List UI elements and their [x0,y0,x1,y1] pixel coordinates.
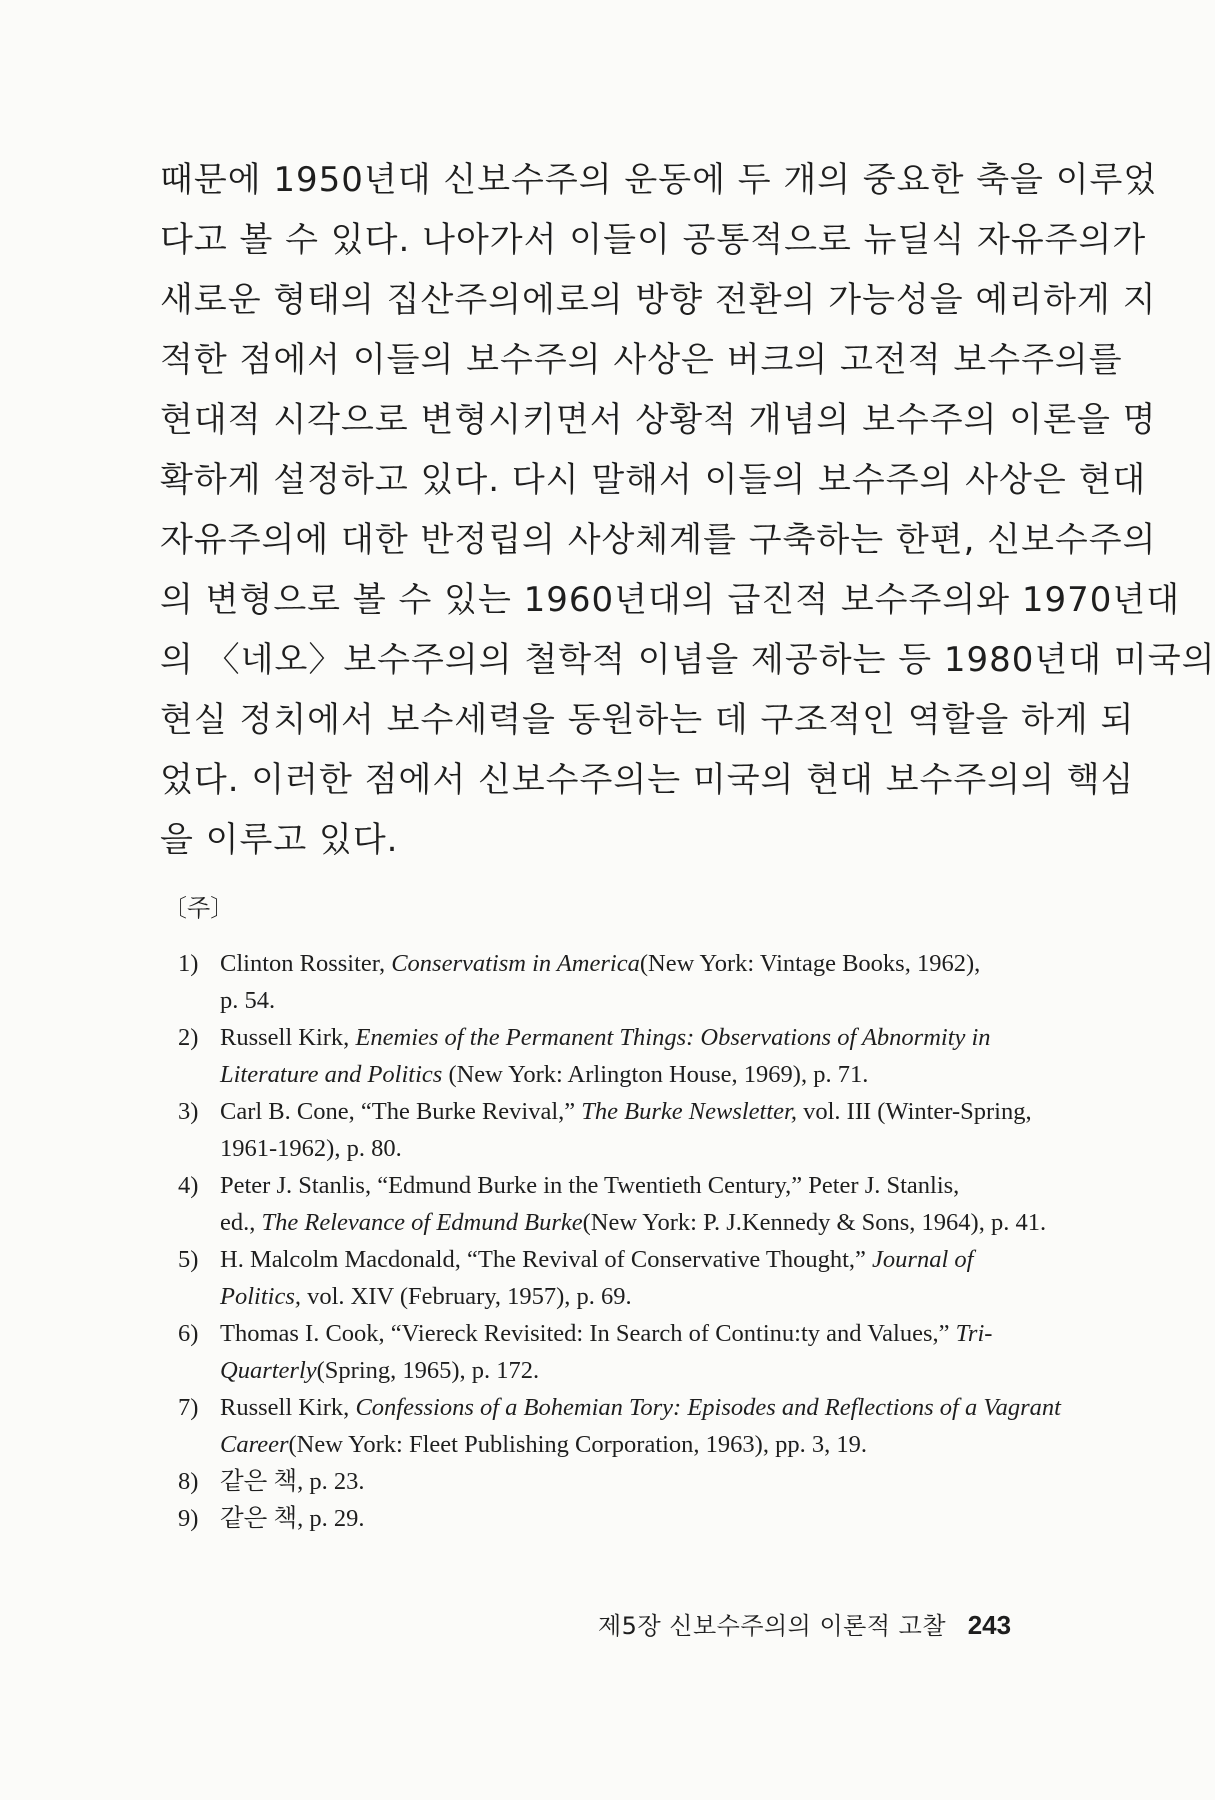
footnote-line [220,1463,1058,1500]
footnote-text: Russell Kirk, [220,1024,356,1051]
footnote-title-text: Tri- [955,1320,993,1347]
body-paragraph [160,150,1215,870]
body-line: 의 〈네오〉보수주의의 철학적 이념을 제공하는 등 1980년대 미국의 [160,640,1215,680]
footnote-text: (Spring, 1965), p. 172. [316,1357,540,1384]
footnote-text: p. 54. [220,987,276,1014]
footnote-number: 6) [178,1320,199,1347]
footnote-title-text: Journal of [872,1246,974,1273]
footnote-number: 2) [178,1024,199,1051]
footnote-title-text: Career [220,1431,289,1458]
footnote-item [178,1500,1058,1537]
notes-list [178,945,1061,1537]
footnote-line [220,1019,1058,1056]
footnote-item [178,1463,1058,1500]
footnote-line [220,1056,1058,1093]
footnote-number: 8) [178,1468,199,1495]
footnote-text: (New York: Fleet Publishing Corporation, 1963), pp. 3, 19. [288,1431,867,1458]
footnote-title-text: Conservatism in America [391,950,640,977]
footnote-number: 1) [178,950,199,977]
footnote-line [220,1426,1058,1463]
body-line: 을 이루고 있다. [160,820,399,860]
footnote-line [220,1278,1058,1315]
body-line: 었다. 이러한 점에서 신보수주의는 미국의 현대 보수주의의 핵심 [160,760,1135,800]
footnote-line [220,945,1058,982]
footnote-number: 4) [178,1172,199,1199]
footnote-item [178,1019,1058,1093]
footnote-item [178,945,1058,1019]
footnote-line [220,1204,1058,1241]
running-header-chapter: 제5장 신보수주의의 이론적 고찰 [598,1612,947,1640]
footnote-title-text: The Burke Newsletter, [581,1098,797,1125]
body-line: 자유주의에 대한 반정립의 사상체계를 구축하는 한편, 신보수주의 [160,520,1157,560]
footnote-text: 1961-1962), p. 80. [220,1135,402,1162]
footnote-line [220,982,1058,1019]
footnote-item [178,1241,1058,1315]
footnote-item [178,1167,1058,1241]
body-line: 확하게 설정하고 있다. 다시 말해서 이들의 보수주의 사상은 현대 [160,460,1147,500]
footnote-line [220,1093,1058,1130]
footnote-line [220,1389,1061,1426]
body-line: 현대적 시각으로 변형시키면서 상황적 개념의 보수주의 이론을 명 [160,400,1157,440]
footnote-line [220,1130,1058,1167]
footnote-text: Thomas I. Cook, “Viereck Revisited: In Search of Continu:ty and Values,” [220,1320,956,1347]
footnote-number: 3) [178,1098,199,1125]
footnote-title-text: Literature and Politics [220,1061,443,1088]
footnote-text: 같은 책, p. 23. [220,1468,365,1495]
footnote-line [220,1315,1058,1352]
footnote-title-text: The Relevance of Edmund Burke [261,1209,583,1236]
footnote-title-text: Confessions of a Bohemian Tory: Episodes and Reflections of a Vagrant [355,1394,1061,1421]
footnote-text: (New York: Arlington House, 1969), p. 71. [442,1061,869,1088]
footnote-text: ed., [220,1209,262,1236]
footnote-line [220,1352,1058,1389]
footnote-text: Clinton Rossiter, [220,950,392,977]
footnote-text: vol. XIV (February, 1957), p. 69. [300,1283,632,1310]
footnote-title-text: Politics, [220,1283,301,1310]
page-number: 243 [967,1610,1012,1640]
footnote-text: vol. III (Winter-Spring, [796,1098,1032,1125]
notes-heading: 〔주〕 [163,894,235,922]
footnote-line [220,1241,1058,1278]
footnote-number: 7) [178,1394,199,1421]
footnote-item [178,1389,1061,1463]
footnote-text: H. Malcolm Macdonald, “The Revival of Conservative Thought,” [220,1246,873,1273]
footnote-number: 5) [178,1246,199,1273]
footnote-item [178,1315,1058,1389]
body-line: 때문에 1950년대 신보수주의 운동에 두 개의 중요한 축을 이루었 [160,160,1158,200]
body-line: 새로운 형태의 집산주의에로의 방향 전환의 가능성을 예리하게 지 [160,280,1157,320]
footnote-title-text: Enemies of the Permanent Things: Observations of Abnormity in [355,1024,991,1051]
footnote-title-text: Quarterly [220,1357,317,1384]
page-footer [598,1606,1011,1641]
footnote-line [220,1500,1058,1537]
body-line: 의 변형으로 볼 수 있는 1960년대의 급진적 보수주의와 1970년대 [160,580,1181,620]
footnote-text: Carl B. Cone, “The Burke Revival,” [220,1098,582,1125]
footnote-number: 9) [178,1505,199,1532]
footnote-text: Russell Kirk, [220,1394,356,1421]
footnote-text: 같은 책, p. 29. [220,1505,365,1532]
footnote-text: (New York: P. J.Kennedy & Sons, 1964), p. 41. [582,1209,1047,1236]
footnote-text: (New York: Vintage Books, 1962), [639,950,981,977]
body-line: 다고 볼 수 있다. 나아가서 이들이 공통적으로 뉴딜식 자유주의가 [160,220,1147,260]
body-line: 적한 점에서 이들의 보수주의 사상은 버크의 고전적 보수주의를 [160,340,1123,380]
footnote-line [220,1167,1058,1204]
body-line: 현실 정치에서 보수세력을 동원하는 데 구조적인 역할을 하게 되 [160,700,1135,740]
footnote-item [178,1093,1058,1167]
footnote-text: Peter J. Stanlis, “Edmund Burke in the Twentieth Century,” Peter J. Stanlis, [220,1172,960,1199]
